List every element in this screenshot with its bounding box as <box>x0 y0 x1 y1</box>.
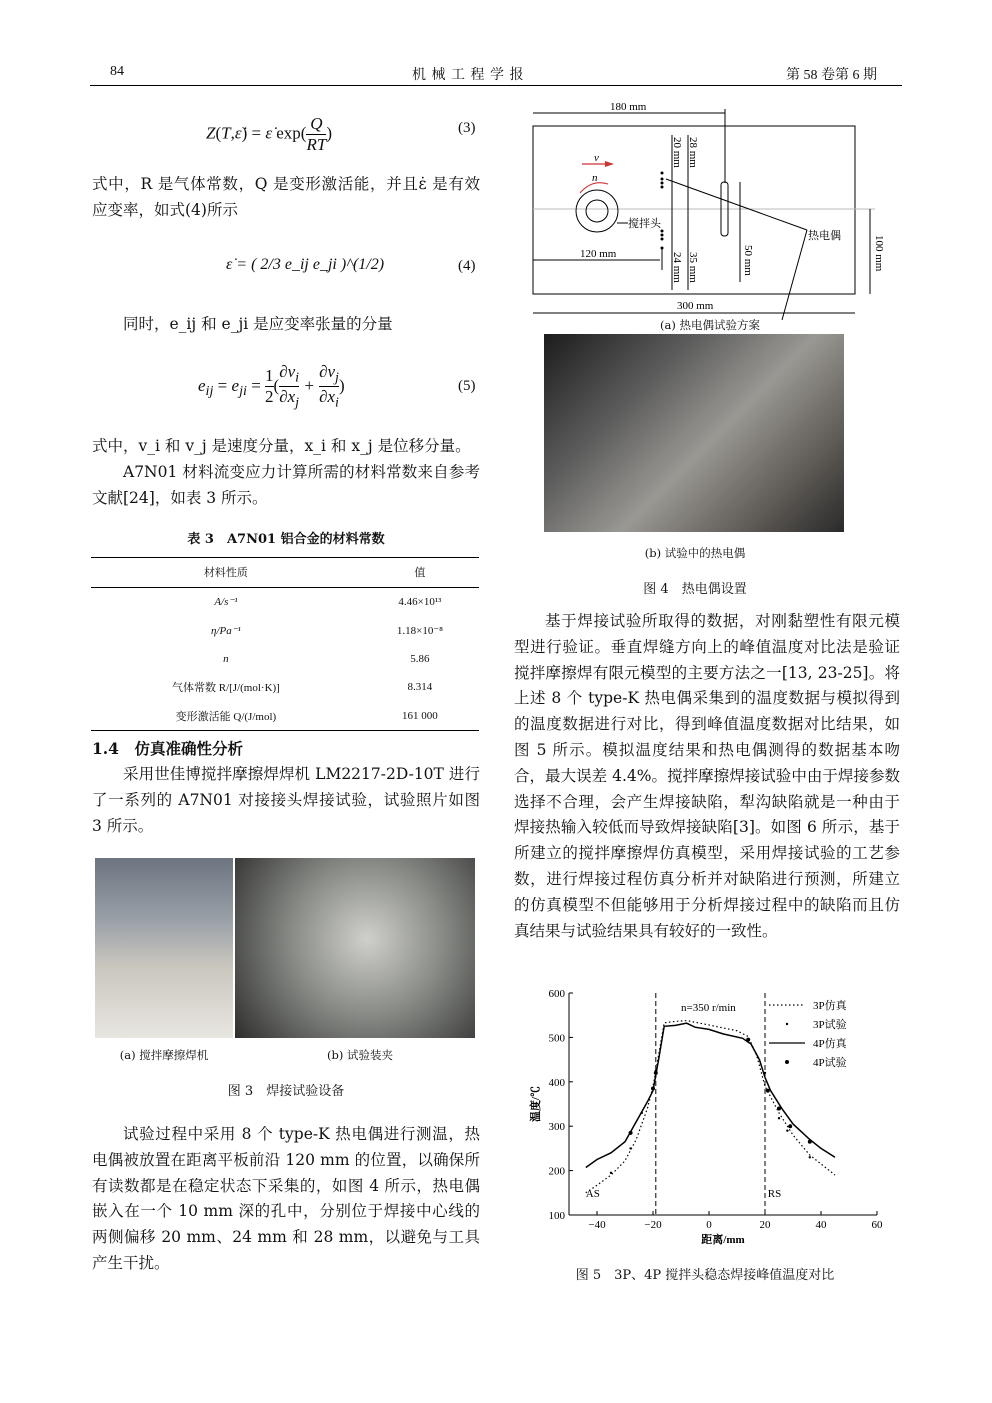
x-tick-label: 20 <box>759 1219 771 1231</box>
data-point <box>654 1071 658 1075</box>
data-point <box>766 1089 770 1093</box>
fig5-caption: 图 5 3P、4P 搅拌头稳态焊接峰值温度对比 <box>575 1268 835 1283</box>
paragraph: 式中，v_i 和 v_j 是速度分量，x_i 和 x_j 是位移分量。 <box>92 437 471 455</box>
table-cell: 4.46×10¹³ <box>398 595 442 608</box>
data-point <box>629 1131 633 1135</box>
fig4a-label: (a) 热电偶试验方案 <box>660 318 760 332</box>
y-tick-label: 600 <box>548 988 565 1000</box>
equation-5: $e_{ij} = e_{ji}$ = $\frac{1}{2}$ ( $\frac{\partial v_i}{\partial x_j}$ + $\frac{\partial v_j}{\partial x_i}$ ) <box>198 362 345 411</box>
peak-temperature-chart <box>520 980 900 1250</box>
label-tool: 搅拌头 <box>628 218 661 230</box>
fixture-photo <box>235 858 475 1038</box>
dim-28: 28 mm <box>687 137 699 168</box>
dim-100: 100 mm <box>873 235 885 272</box>
legend-swatch <box>785 1060 789 1064</box>
y-tick-label: 500 <box>548 1032 565 1045</box>
table-row <box>91 645 479 674</box>
journal-title: 机 械 工 程 学 报 <box>412 68 525 83</box>
table-row <box>91 702 479 731</box>
table-cell: 8.314 <box>407 681 433 694</box>
data-point <box>651 1086 655 1090</box>
fig4-caption: 图 4 热电偶设置 <box>643 582 747 597</box>
y-tick-label: 100 <box>548 1210 565 1222</box>
paragraph: 试验过程中采用 8 个 type-K 热电偶进行测温，热电偶被放置在距离平板前沿 120 mm 的位置，以确保所有读数都是在稳定状态下采集的，如图 4 所示，热电偶嵌入在一个 10 mm 深的孔中，分别位于焊接中心线的两侧偏移 20 mm、24 mm 和 28 mm，以避免与工具产生干扰。 <box>92 1125 480 1272</box>
issue-label: 第 58 卷第 6 期 <box>786 68 877 83</box>
fig3b-label: (b) 试验装夹 <box>327 1048 393 1062</box>
fig3-caption: 图 3 焊接试验设备 <box>227 1084 345 1099</box>
data-point <box>788 1124 792 1128</box>
equation-4-number: (4) <box>458 258 476 274</box>
x-tick-label: −20 <box>644 1219 662 1231</box>
label-n: n <box>592 172 598 184</box>
table-row <box>91 616 479 645</box>
dim-20: 20 mm <box>671 137 683 168</box>
data-point <box>786 1129 788 1131</box>
section-heading: 1.4 仿真准确性分析 <box>92 739 243 758</box>
speed-annotation: n=350 r/min <box>681 1002 736 1014</box>
equation-5-number: (5) <box>458 378 476 394</box>
page-number: 84 <box>110 64 124 79</box>
table-cell: A/s⁻¹ <box>214 596 238 609</box>
thermocouple-layout-diagram <box>520 95 900 320</box>
column-header: 材料性质 <box>203 567 248 580</box>
dim-120: 120 mm <box>580 248 617 260</box>
table-cell: 5.86 <box>410 652 430 665</box>
label-v: v <box>594 152 599 164</box>
rs-annotation: RS <box>767 1188 782 1201</box>
paragraph: 采用世佳博搅拌摩擦焊焊机 LM2217-2D-10T 进行了一系列的 A7N01 对接接头焊接试验，试验照片如图 3 所示。 <box>92 765 480 835</box>
data-point <box>629 1147 631 1149</box>
table-cell: 气体常数 R/[J/(mol·K)] <box>171 682 280 695</box>
x-tick-label: −40 <box>588 1219 606 1231</box>
equation-3-number: (3) <box>458 120 476 136</box>
x-tick-label: 60 <box>871 1219 883 1231</box>
material-constants-table <box>91 557 479 731</box>
fig4b-label: (b) 试验中的热电偶 <box>644 546 746 560</box>
legend-label: 4P仿真 <box>813 1038 847 1050</box>
legend-label: 4P试验 <box>813 1057 847 1069</box>
thermocouple-photo <box>544 334 844 532</box>
welding-machine-photo <box>95 858 233 1038</box>
table-title: 表 3 A7N01 铝合金的材料常数 <box>187 532 385 547</box>
equation-4: ε̇ = ( 2/3 e_ij e_ji )^(1/2) <box>226 256 385 273</box>
table-row <box>91 673 479 702</box>
x-axis-label: 距离/mm <box>701 1234 745 1246</box>
y-tick-label: 400 <box>548 1076 565 1089</box>
fig3a-label: (a) 搅拌摩擦焊机 <box>119 1048 209 1062</box>
data-point <box>610 1172 612 1174</box>
data-point <box>746 1038 750 1042</box>
column-header: 值 <box>414 567 426 580</box>
paragraph: 式中，R 是气体常数，Q 是变形激活能，并且ε̇ 是有效应变率，如式(4)所示 <box>92 175 480 219</box>
table-cell: 161 000 <box>402 709 438 722</box>
legend-label: 3P试验 <box>813 1019 847 1031</box>
equation-3: Z(T,ε̇) = ε̇ exp( $\frac{Q}{RT}$ ) <box>206 114 332 154</box>
y-tick-label: 200 <box>548 1165 565 1178</box>
dim-180: 180 mm <box>610 101 647 113</box>
x-tick-label: 0 <box>706 1219 712 1231</box>
data-point <box>777 1106 781 1110</box>
dim-50: 50 mm <box>742 245 754 276</box>
as-annotation: AS <box>585 1188 600 1201</box>
header-rule <box>90 85 902 86</box>
table-cell: 变形激活能 Q/(J/mol) <box>175 710 277 723</box>
data-point <box>808 1140 812 1144</box>
series-line-3P仿真 <box>586 1021 835 1193</box>
dim-300: 300 mm <box>677 300 714 312</box>
legend-swatch <box>786 1023 788 1025</box>
data-point <box>778 1117 780 1119</box>
table-row <box>91 587 479 616</box>
table-cell: η/Pa⁻¹ <box>210 624 241 637</box>
y-axis-label: 温度/℃ <box>530 1085 542 1123</box>
x-tick-label: 40 <box>815 1219 827 1231</box>
paragraph: 同时，e_ij 和 e_ji 是应变率张量的分量 <box>123 315 393 333</box>
dim-24: 24 mm <box>671 252 683 283</box>
dim-35: 35 mm <box>687 252 699 283</box>
series-line-4P仿真 <box>586 1023 835 1167</box>
table-cell: 1.18×10⁻⁸ <box>396 624 443 637</box>
y-tick-label: 300 <box>548 1121 565 1134</box>
legend-label: 3P仿真 <box>813 1000 847 1012</box>
data-point <box>809 1156 811 1158</box>
paragraph: A7N01 材料流变应力计算所需的材料常数来自参考文献[24]，如表 3 所示。 <box>92 463 480 507</box>
table-cell: n <box>223 652 229 665</box>
label-thermocouple: 热电偶 <box>808 230 841 242</box>
paragraph: 基于焊接试验所取得的数据，对刚黏塑性有限元模型进行验证。垂直焊缝方向上的峰值温度对比法是验证搅拌摩擦焊有限元模型的主要方法之一[13, 23-25]。将上述 8 个 type-K 热电偶采集到的温度数据与模拟得到的温度数据进行对比，得到峰值温度数据对比结果，如图 5 所示。模拟温度结果和热电偶测得的数据基本吻合，最大误差 4.4%。搅拌摩擦焊接试验中由于焊接参数选择不合理，会产生焊接缺陷，犁沟缺陷就是一种由于焊接热输入较低而导致焊接缺陷[3]。如图 6 所示，基于所建立的搅拌摩擦焊仿真模型，采用焊接试验的工艺参数，进行焊接过程仿真分析并对缺陷进行预测，所建立的仿真模型不但能够用于分析焊接过程中的缺陷而且仿真结果与试验结果具有较好的一致性。 <box>514 612 900 940</box>
